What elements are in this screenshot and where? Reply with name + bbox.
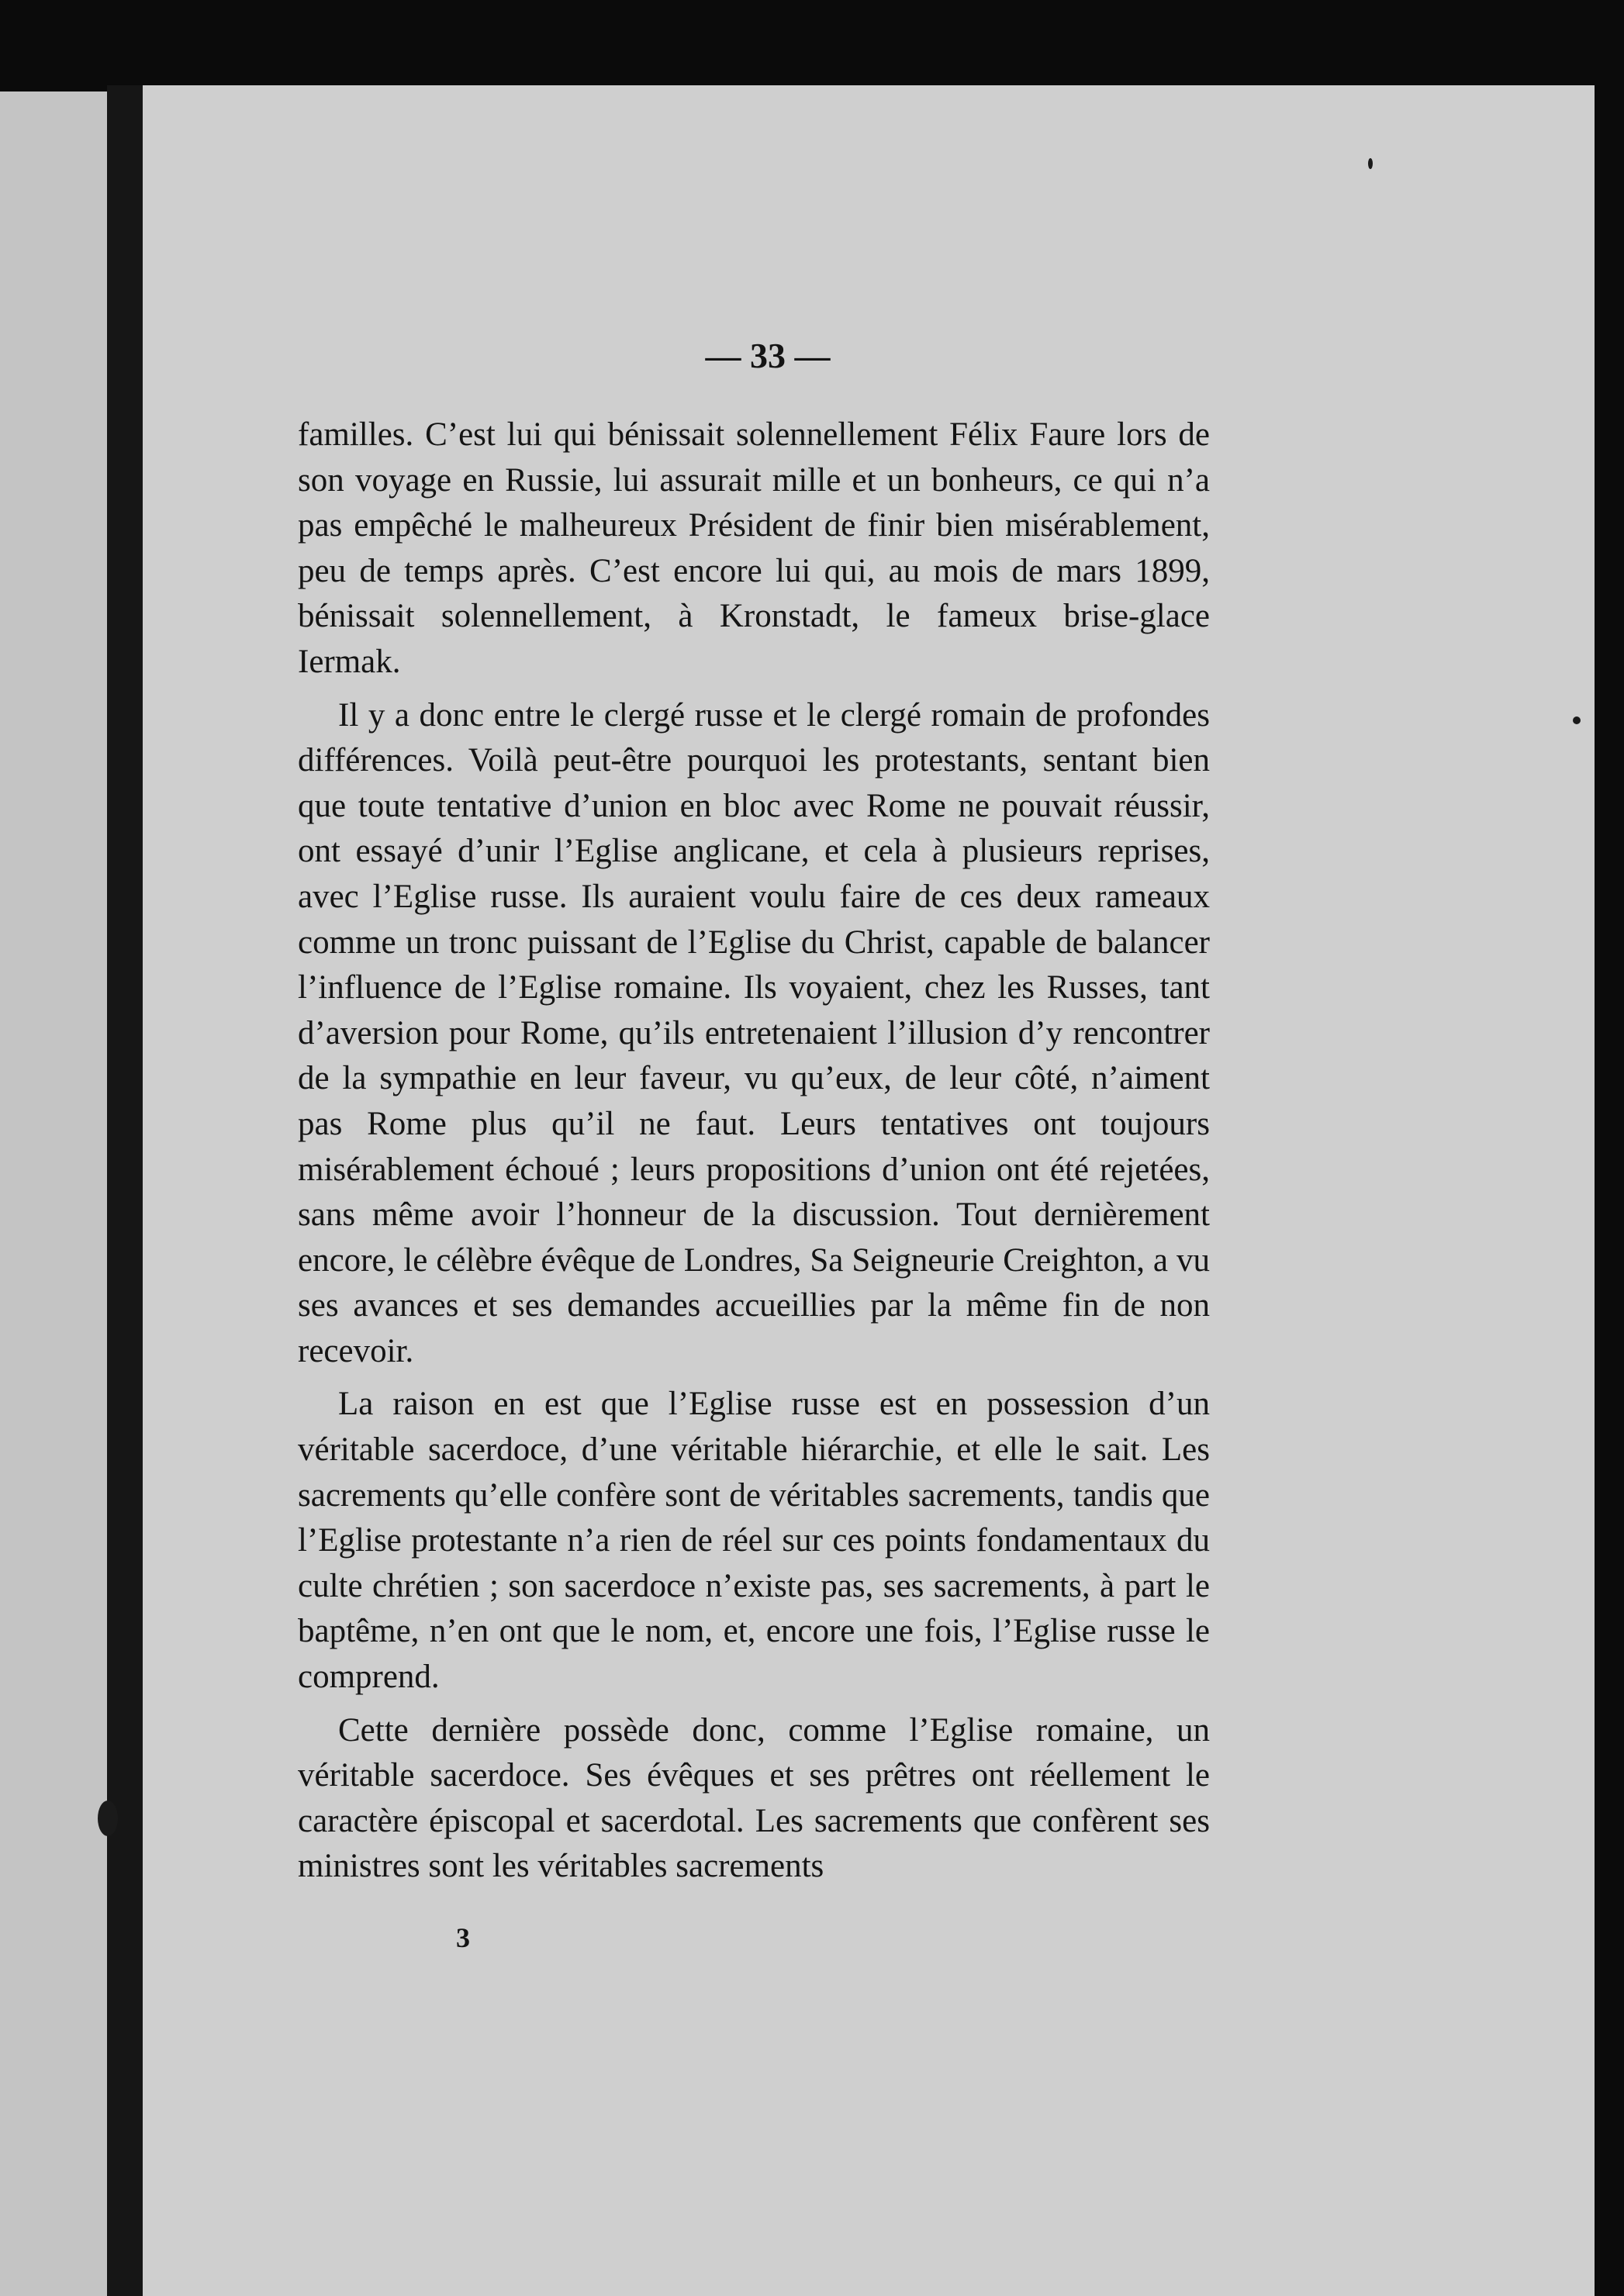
paragraph-2: Il y a donc entre le clergé russe et le clergé romain de profondes différences. Voilà peut-être pourquoi les protestants, sentant bien que toute tentative d’union en bloc avec Rome ne pouvait réussir, ont essayé d’unir l’Eglise anglicane, et cela à plusieurs reprises, avec l’Eglise russe. Ils auraient voulu faire de ces deux rameaux comme un tronc puissant de l’Eglise du Christ, capable de balancer l’influence de l’Eglise romaine. Ils voyaient, chez les Russes, tant d’aversion pour Rome, qu’ils entretenaient l’illusion d’y rencontrer de la sympathie en leur faveur, vu qu’eux, de leur côté, n’aiment pas Rome plus qu’il ne faut. Leurs tentatives ont toujours misérablement échoué ; leurs propositions d’union ont été rejetées, sans même avoir l’honneur de la discussion. Tout dernièrement encore, le célèbre évêque de Londres, Sa Seigneurie Creighton, a vu ses avances et ses demandes accueillies par la même fin de non recevoir. bbox=[298, 696, 1210, 1369]
paragraph-3: La raison en est que l’Eglise russe est en possession d’un véritable sacerdoce, d’une véritable hiérarchie, et elle le sait. Les sacrements qu’elle confère sont de véritables sacrements, tandis que l’Eglise protestante n’a rien de réel sur ces points fondamentaux du culte chrétien ; son sacerdoce n’existe pas, ses sacrements, à part le baptême, n’en ont que le nom, et, encore une fois, l’Eglise russe le comprend. bbox=[298, 1386, 1210, 1696]
body-text bbox=[298, 341, 1210, 1890]
signature-mark: 3 bbox=[456, 1922, 470, 1953]
page-number: — 33 — bbox=[705, 336, 831, 375]
speck-mark bbox=[1368, 158, 1373, 169]
paragraph-4: Cette dernière possède donc, comme l’Eglise romaine, un véritable sacerdoce. Ses évêques et ses prêtres ont réellement le caractère épiscopal et sacerdotal. Les sacrements que confèrent ses ministres sont les véritables sacrements bbox=[298, 1711, 1210, 1885]
paragraph-1: familles. C’est lui qui bénissait solennellement Félix Faure lors de son voyage en Russie, lui assurait mille et un bonheurs, ce qui n’a pas empêché le malheureux Président de finir bien misérablement, peu de temps après. C’est encore lui qui, au mois de mars 1899, bénissait solennellement, à Kronstadt, le fameux brise-glace Iermak. bbox=[298, 416, 1210, 680]
binding-shadow bbox=[107, 85, 143, 2296]
speck-mark bbox=[1573, 716, 1581, 724]
scan-border bbox=[1595, 85, 1624, 2296]
binding-hole bbox=[98, 1801, 118, 1836]
facing-page-edge bbox=[0, 91, 107, 2296]
